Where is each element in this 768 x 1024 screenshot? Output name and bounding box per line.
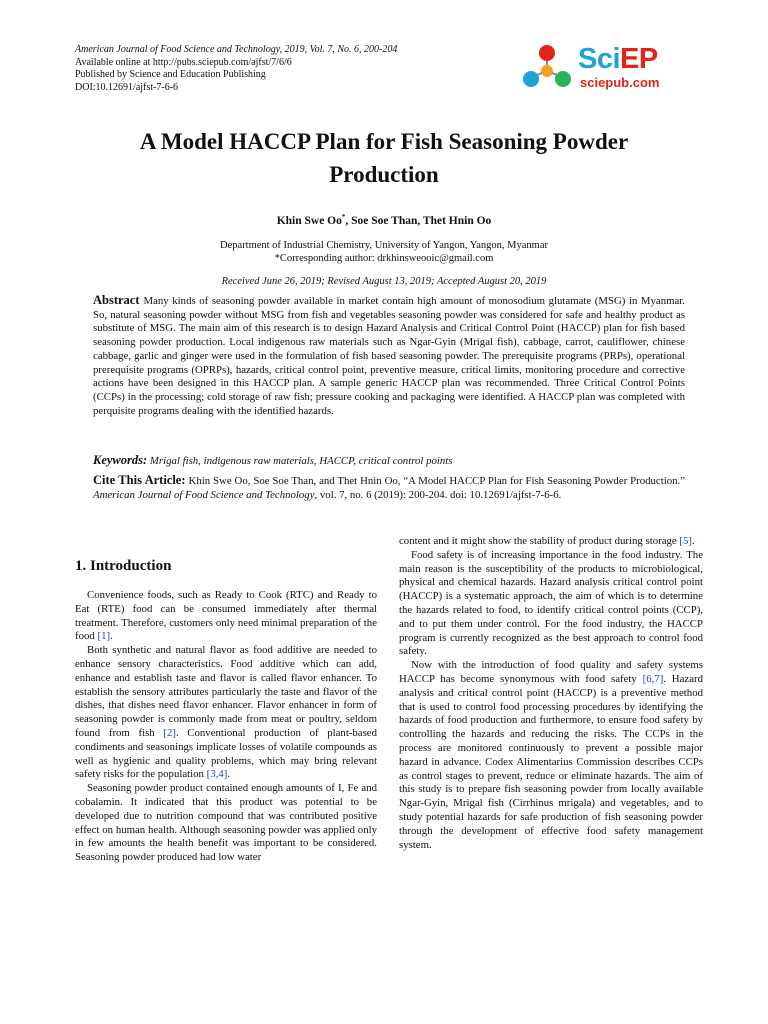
paragraph: Convenience foods, such as Ready to Cook (RTC) and Ready to Eat (RTE) food can be consumed immediately after thermal treatment. Therefore, customers only need minimal preparation of the food [1]. (75, 589, 377, 643)
logo-brand-text: SciEP (578, 43, 658, 75)
department-line: Department of Industrial Chemistry, University of Yangon, Yangon, Myanmar (220, 240, 548, 251)
citation-link[interactable]: [3,4] (206, 768, 228, 781)
abstract-label: Abstract (93, 293, 140, 307)
paragraph: content and it might show the stability of product during storage [5]. (399, 535, 695, 547)
paragraph: Seasoning powder product contained enough amounts of I, Fe and cobalamin. It indicated that this product was potential to be developed due to nutrition compound that was contributed positive effect on human health. Although seasoning powder was applied only in few amounts the health benefit was important to be considered. Seasoning powder produced had low water (75, 782, 377, 864)
citation-link[interactable]: [1] (97, 630, 111, 643)
corresponding-author-line: *Corresponding author: drkhinsweooic@gmail.com (274, 253, 494, 264)
keywords (93, 453, 685, 468)
paragraph: Both synthetic and natural flavor as food additive are needed to enhance sensory characteristics. Food additive which can add, enhance and establish taste and flavor is called flavor enhancer. To establish the sensory attributes particularly the taste and flavor of the dishes, that dishes need flavor enhancer. Flavor enhancer in form of seasoning powder is commonly made from meat or poultry, seldom found from fish [2]. Conventional production of plant-based condiments and seasonings implicate losses of volatile compounds as well as hygienic and quality problems, which may bring relevant safety risks for the population [3,4]. (75, 644, 377, 781)
citation-link[interactable]: [6,7] (642, 672, 664, 685)
abstract (93, 294, 685, 418)
publication-dates: Received June 26, 2019; Revised August 13, 2019; Accepted August 20, 2019 (221, 276, 547, 287)
paper-title: A Model HACCP Plan for Fish Seasoning Powder Production (139, 129, 629, 187)
abstract-text: Many kinds of seasoning powder available in market contain high amount of monosodium glutamate (MSG) in Myanmar. So, natural seasoning powder without MSG from fish and vegetables seasoning powder was considered for safe and healthy product as substitute of MSG. The main aim of this research is to design Hazard Analysis and Critical Control Point (HACCP) plan for fish based seasoning powder production. Local indigenous raw materials such as Ngar-Gyin (Mrigal fish), cabbage, carrot, cauliflower, chinese cabbage, garlic and ginger were used in the formulation of fish based seasoning powder. The prerequisite programs (PRPs), operational prerequisite programs (OPRPs), hazards, critical control point, preventive measure, critical limits, monitoring procedure and corrective actions have been designed in this HACCP plan. A sample generic HACCP plan was recommended. Three Critical Control Points (CCPs) in the processing; cold storage of raw fish; pressure cooking and packaging were identified. A HACCP plan was completed with perquisite programs dealing with the identified hazards. (93, 295, 685, 417)
left-column (75, 589, 377, 865)
affiliation (60, 239, 708, 265)
keywords-label: Keywords: (93, 453, 148, 467)
doi-line[interactable]: DOI:10.12691/ajfst-7-6-6 (75, 81, 179, 93)
sciep-logo[interactable] (520, 42, 695, 98)
right-column (399, 535, 703, 852)
citation-link[interactable]: [5] (679, 535, 692, 547)
cite-this-article: Cite This Article: Khin Swe Oo, Soe Soe Than, and Thet Hnin Oo, “A Model HACCP Plan for Fish Seasoning Powder Production.” American Journal of Food Science and Technology, vol. 7, no. 6 (2019): 200-204. doi: 10.12691/ajfst-7-6-6. (93, 473, 685, 501)
journal-citation-line: American Journal of Food Science and Technology, 2019, Vol. 7, No. 6, 200-204 (75, 44, 398, 55)
paragraph: Now with the introduction of food quality and safety systems HACCP has become synonymous with food safety [6,7]. Hazard analysis and critical control point (HACCP) is a preventive method that is used to control food processing procedures by identifying the hazards of food production and furthermore, to ensure food safety by controlling the hazards and reducing the risks. The CCPs in the process are monitored continuously to prevent a possible major hazard in advance. Codex Alimentarius Commission describes CCPs as control stages to prevent, reduce or eliminate hazards. The aim of this study is to prepare fish seasoning powder from locally available Ngar-Gyin, Mrigal fish (Cirrhinus mrigala) and vegetables, and to study potential hazards for safe production of fish seasoning powder through the development of effective food safety management system. (399, 659, 703, 851)
available-online-line[interactable]: Available online at http://pubs.sciepub.com/ajfst/7/6/6 (75, 56, 292, 68)
cite-label: Cite This Article: (93, 473, 186, 487)
keywords-text: Mrigal fish, indigenous raw materials, HACCP, critical control points (149, 455, 453, 467)
sciep-logo-icon (520, 43, 574, 97)
cite-journal: American Journal of Food Science and Technology (93, 488, 315, 501)
author-list: Khin Swe Oo*, Soe Soe Than, Thet Hnin Oo (276, 213, 492, 227)
paragraph: Food safety is of increasing importance in the food industry. The main reason is the susceptibility of the products to microbiological, physical and chemical hazards. Hazard analysis critical control point (HACCP) is a systematic approach, the aim of which is to determine the hazards related to food, to identify critical control points (CCP), and to put them under control. For the food industry, the HACCP program is currently recognized as the best approach to control food safety. (399, 548, 703, 658)
citation-link[interactable]: [2] (163, 726, 176, 739)
journal-header (75, 44, 397, 94)
logo-site-text: sciepub.com (580, 75, 660, 90)
section-heading-introduction: 1. Introduction (75, 558, 172, 574)
publisher-line: Published by Science and Education Publishing (75, 69, 266, 80)
